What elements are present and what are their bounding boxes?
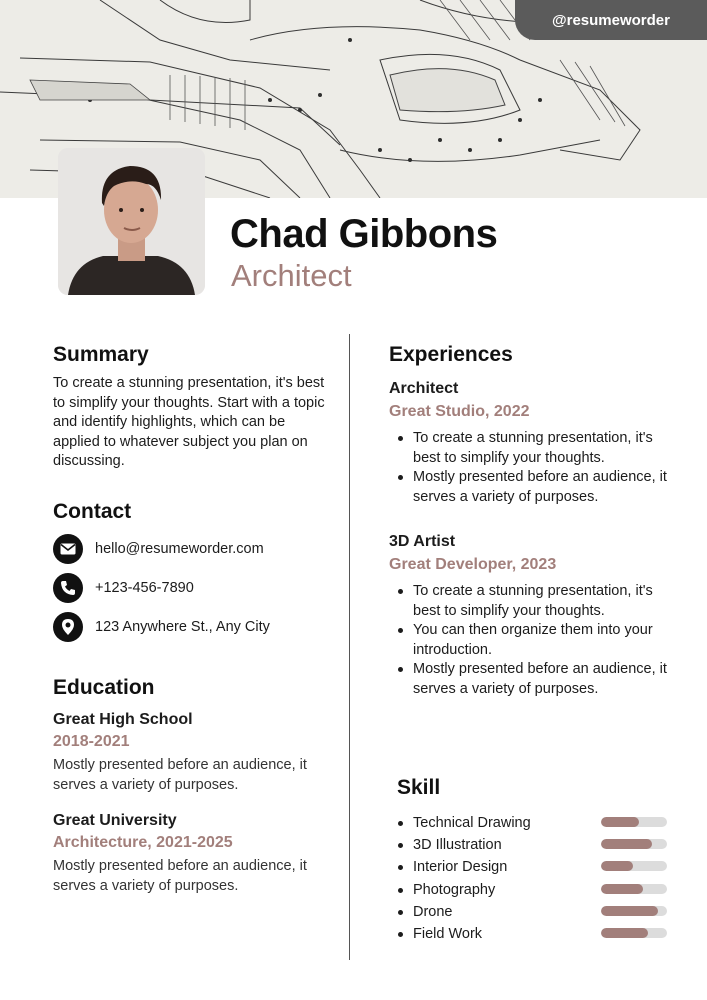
skills-list — [389, 814, 679, 947]
skill-row — [389, 881, 679, 903]
skill-level-bar — [601, 817, 667, 827]
phone-icon — [53, 573, 83, 603]
experience-item — [389, 533, 679, 699]
experiences-section — [389, 343, 679, 699]
job-company: Great Studio, 2022 — [389, 403, 530, 420]
bullet-dot — [398, 821, 403, 826]
education-description: Mostly presented before an audience, it serves a variety of purposes. — [53, 858, 307, 894]
education-heading: Education — [53, 676, 155, 699]
skill-name: 3D Illustration — [413, 837, 502, 854]
person-name: Chad Gibbons — [230, 212, 498, 256]
summary-heading: Summary — [53, 343, 149, 366]
contact-phone — [53, 573, 343, 603]
contact-section — [53, 500, 343, 651]
bullet-dot — [398, 888, 403, 893]
list-item: You can then organize them into your introduction. — [389, 621, 679, 660]
bullet-dot — [398, 910, 403, 915]
skill-name: Photography — [413, 881, 496, 898]
skill-level-fill — [601, 928, 648, 938]
skill-name: Interior Design — [413, 859, 508, 876]
skill-row — [389, 814, 679, 836]
skill-name: Field Work — [413, 925, 483, 942]
email-text[interactable]: hello@resumeworder.com — [95, 541, 264, 557]
job-bullets — [389, 429, 679, 507]
address-text: 123 Anywhere St., Any City — [95, 619, 270, 635]
mail-icon — [53, 534, 83, 564]
contact-address — [53, 612, 343, 642]
contact-email — [53, 534, 343, 564]
summary-text: To create a stunning presentation, it's best to simplify your thoughts. Start with a topic and identify highlights, which can be applied to whatever subject you plan on discussing. — [53, 375, 325, 469]
education-item — [53, 812, 333, 896]
skill-level-bar — [601, 884, 667, 894]
contact-heading: Contact — [53, 500, 132, 523]
school-name: Great University — [53, 812, 177, 829]
education-section — [53, 676, 333, 896]
skill-level-fill — [601, 817, 639, 827]
summary-section — [53, 343, 333, 472]
job-role: 3D Artist — [389, 533, 456, 550]
skill-name: Technical Drawing — [413, 815, 531, 831]
experiences-heading: Experiences — [389, 343, 513, 366]
skill-level-fill — [601, 884, 643, 894]
job-company: Great Developer, 2023 — [389, 556, 557, 573]
skill-row — [389, 858, 679, 880]
experience-item — [389, 380, 679, 507]
education-period: 2018-2021 — [53, 733, 130, 750]
column-divider — [349, 334, 350, 960]
education-item — [53, 711, 333, 795]
skills-section — [389, 776, 679, 947]
skill-level-bar — [601, 839, 667, 849]
list-item: Mostly presented before an audience, it serves a variety of purposes. — [389, 468, 679, 507]
skills-heading: Skill — [397, 776, 441, 799]
bullet-dot — [398, 843, 403, 848]
list-item: To create a stunning presentation, it's best to simplify your thoughts. — [389, 582, 679, 621]
skill-level-fill — [601, 839, 652, 849]
phone-text[interactable]: +123-456-7890 — [95, 580, 194, 596]
skill-name: Drone — [413, 903, 453, 920]
skill-row — [389, 925, 679, 947]
social-handle-badge: @resumeworder — [515, 0, 707, 40]
skill-row — [389, 903, 679, 925]
skill-level-bar — [601, 906, 667, 916]
education-period: Architecture, 2021-2025 — [53, 834, 233, 851]
skill-level-fill — [601, 861, 633, 871]
list-item: Mostly presented before an audience, it serves a variety of purposes. — [389, 660, 679, 699]
education-description: Mostly presented before an audience, it serves a variety of purposes. — [53, 757, 307, 793]
bullet-dot — [398, 865, 403, 870]
skill-level-fill — [601, 906, 658, 916]
list-item: To create a stunning presentation, it's best to simplify your thoughts. — [389, 429, 679, 468]
profile-photo — [58, 148, 205, 295]
person-title: Architect — [231, 258, 352, 293]
skill-level-bar — [601, 928, 667, 938]
avatar — [58, 148, 205, 295]
bullet-dot — [398, 932, 403, 937]
skill-level-bar — [601, 861, 667, 871]
location-icon — [53, 612, 83, 642]
job-bullets — [389, 582, 679, 699]
job-role: Architect — [389, 380, 459, 397]
skill-row — [389, 836, 679, 858]
school-name: Great High School — [53, 711, 193, 728]
